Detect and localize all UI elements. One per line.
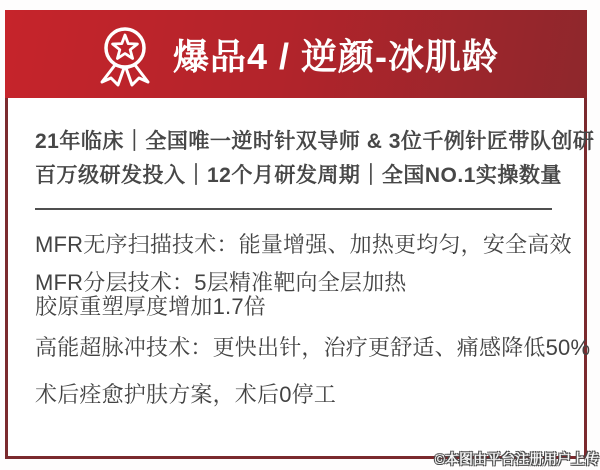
highlights-block xyxy=(35,125,595,193)
divider xyxy=(35,208,552,210)
highlight-line: 百万级研发投入｜12个月研发周期｜全国NO.1实操数量 xyxy=(35,164,562,187)
feature-item xyxy=(35,335,591,360)
highlight-line: 21年临床｜全国唯一逆时针双导师 & 3位千例针匠带队创研 xyxy=(35,130,595,153)
feature-line: 胶原重塑厚度增加1.7倍 xyxy=(35,294,266,319)
feature-line: MFR分层技术：5层精准靶向全层加热 xyxy=(35,270,407,295)
feature-line: MFR无序扫描技术：能量增强、加热更均匀，安全高效 xyxy=(35,232,572,257)
content-box xyxy=(5,98,595,459)
banner-title: 爆品4 / 逆颜-冰肌龄 xyxy=(172,35,500,77)
medal-star-icon xyxy=(93,23,157,87)
feature-item xyxy=(35,232,572,257)
banner xyxy=(5,10,587,98)
watermark: ©本图由平台注册用户上传 xyxy=(434,451,599,467)
feature-item xyxy=(35,382,572,407)
feature-item xyxy=(35,271,572,319)
feature-line: 高能超脉冲技术：更快出针，治疗更舒适、痛感降低50% xyxy=(35,335,591,360)
feature-line: 术后痊愈护肤方案，术后0停工 xyxy=(35,382,337,407)
